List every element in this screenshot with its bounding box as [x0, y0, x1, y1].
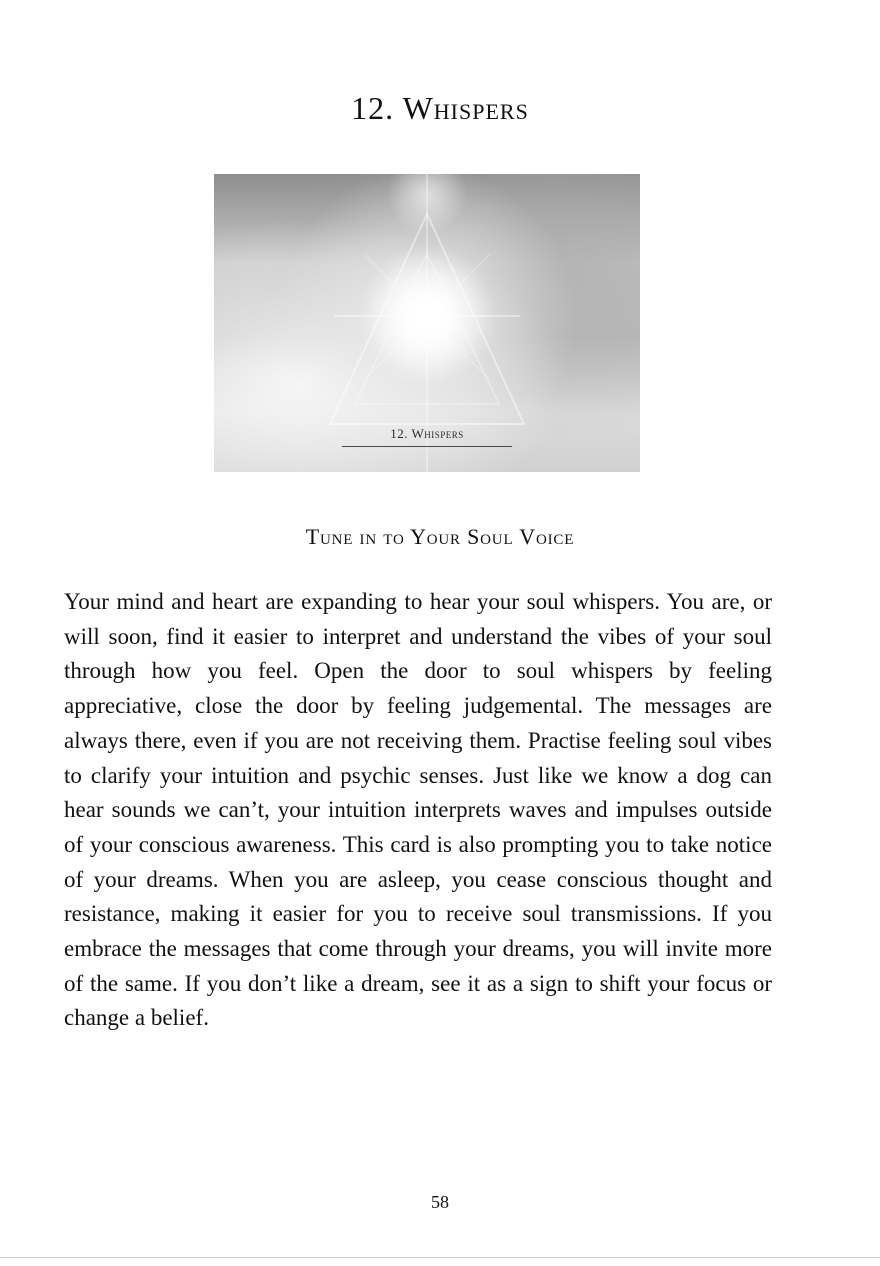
section-heading: Tune in to Your Soul Voice [305, 524, 575, 549]
page-number: 58 [431, 1192, 449, 1212]
body-paragraph: Your mind and heart are expanding to hear your soul whispers. You are, or will soon, find it easier to interpret and understand the vibes of your soul through how you feel. Open the door to soul whispers by feeling appreciative, close the door by feeling judgemental. The messages are always there, even if you are not receiving them. Practise feeling soul vibes to clarify your intuition and psychic senses. Just like we know a dog can hear sounds we can’t, your intuition interprets waves and impulses outside of your conscious awareness. This card is also prompting you to take notice of your dreams. When you are asleep, you cease conscious thought and resistance, making it easier for you to receive soul transmissions. If you embrace the messages that come through your dreams, you will invite more of the same. If you don’t like a dream, see it as a sign to shift your focus or change a belief. [64, 589, 772, 1031]
page-edge-divider [0, 1257, 880, 1258]
page-title: 12. Whispers [351, 90, 529, 126]
card-caption-rule [342, 446, 512, 447]
card-illustration [214, 174, 640, 472]
card-caption: 12. Whispers [390, 426, 464, 441]
